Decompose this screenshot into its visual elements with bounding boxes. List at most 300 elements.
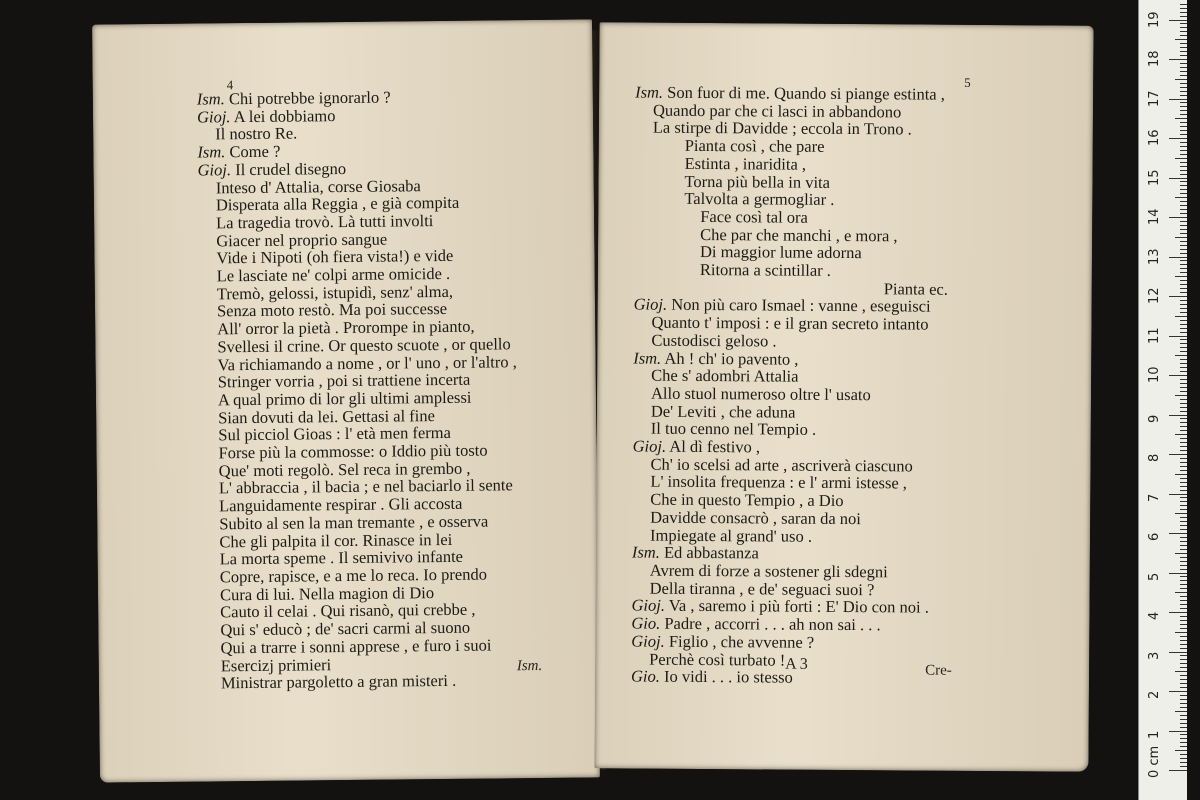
ruler-tick xyxy=(1180,687,1187,688)
ruler-tick xyxy=(1180,126,1187,127)
ruler-tick xyxy=(1180,738,1187,739)
line-text: Della tiranna , e de' seguaci suoi ? xyxy=(649,578,875,599)
ruler-tick xyxy=(1180,707,1187,708)
ruler-tick xyxy=(1175,592,1187,593)
speaker-label: Ism. xyxy=(631,542,660,562)
ruler-tick xyxy=(1180,659,1187,660)
ruler-tick xyxy=(1180,16,1187,17)
ruler-tick xyxy=(1180,663,1187,664)
page-number: 4 xyxy=(226,77,234,93)
speaker-label: Gioj. xyxy=(631,631,665,651)
ruler-tick xyxy=(1180,727,1187,728)
ruler-tick xyxy=(1180,576,1187,577)
ruler-tick xyxy=(1180,71,1187,72)
ruler-tick xyxy=(1180,67,1187,68)
line-text: L' abbraccia , il bacia ; e nel baciarlo il sente xyxy=(218,475,513,498)
ruler-tick xyxy=(1169,138,1187,139)
ruler-tick xyxy=(1180,608,1187,609)
ruler-tick xyxy=(1169,296,1187,297)
ruler-tick xyxy=(1180,122,1187,123)
ruler-tick xyxy=(1180,411,1187,412)
ruler-tick xyxy=(1175,513,1187,514)
ruler-tick xyxy=(1180,754,1187,755)
ruler-tick xyxy=(1180,438,1187,439)
ruler-tick xyxy=(1180,655,1187,656)
line-text: Vide i Nipoti (oh fiera vista!) e vide xyxy=(216,246,454,268)
ruler-tick xyxy=(1180,446,1187,447)
line-text: Il crudel disegno xyxy=(235,158,347,179)
ruler-tick xyxy=(1180,403,1187,404)
ruler-tick xyxy=(1175,553,1187,554)
line-text: Chi potrebbe ignorarlo ? xyxy=(228,87,391,109)
line-text: Cura di lui. Nella magion di Dio xyxy=(219,582,435,605)
ruler-label: 17 xyxy=(1147,89,1162,107)
catchword: Ism. xyxy=(516,657,543,675)
ruler-tick xyxy=(1180,478,1187,479)
ruler-tick xyxy=(1180,541,1187,542)
ruler-tick xyxy=(1180,418,1187,419)
ruler-tick xyxy=(1180,225,1187,226)
ruler-tick xyxy=(1180,324,1187,325)
speaker-label: Ism. xyxy=(197,142,226,162)
ruler-tick xyxy=(1180,482,1187,483)
ruler-tick xyxy=(1180,675,1187,676)
ruler-tick xyxy=(1180,640,1187,641)
ruler-tick xyxy=(1180,719,1187,720)
ruler-tick xyxy=(1180,272,1187,273)
ruler-label: 4 xyxy=(1147,611,1162,620)
ruler-tick xyxy=(1180,75,1187,76)
line-text: Ritorna a scintillar . xyxy=(699,260,832,280)
ruler-label: 11 xyxy=(1147,326,1162,344)
line-text: L' insolita frequenza : e l' armi istesse , xyxy=(650,472,908,493)
ruler-label: 8 xyxy=(1147,453,1162,462)
ruler-tick xyxy=(1180,233,1187,234)
ruler-tick xyxy=(1180,497,1187,498)
ruler-label: 12 xyxy=(1147,287,1162,304)
ruler-tick xyxy=(1180,308,1187,309)
ruler-tick xyxy=(1180,292,1187,293)
line-text: Quando par che ci lasci in abbandono xyxy=(652,100,902,122)
line-text: Ed abbastanza xyxy=(663,543,759,563)
line-text: Cauto il celai . Qui risanò, qui crebbe , xyxy=(220,600,476,622)
ruler-tick xyxy=(1180,742,1187,743)
ruler-label: 7 xyxy=(1147,493,1162,502)
ruler-tick xyxy=(1180,600,1187,601)
ruler-tick xyxy=(1180,529,1187,530)
ruler-label: 0 cm xyxy=(1147,745,1162,778)
ruler-tick xyxy=(1180,328,1187,329)
ruler-tick xyxy=(1180,241,1187,242)
ruler-tick xyxy=(1180,525,1187,526)
line-text: Le lasciate ne' colpi arme omicide . xyxy=(216,263,451,286)
ruler-label: 16 xyxy=(1147,129,1162,146)
ruler-tick xyxy=(1180,4,1187,5)
line-text: Talvolta a germogliar . xyxy=(684,189,835,210)
ruler-tick xyxy=(1180,12,1187,13)
line-text: Copre, rapisce, e a me lo reca. Io prendo xyxy=(219,564,488,587)
line-text: Va richiamando a nome , or l' uno , or l'altro , xyxy=(217,351,517,374)
ruler-tick xyxy=(1180,174,1187,175)
line-text: Che s' adombri Attalia xyxy=(651,365,799,386)
right-page-text xyxy=(631,84,949,688)
ruler-tick xyxy=(1180,762,1187,763)
ruler-tick xyxy=(1180,106,1187,107)
ruler-tick xyxy=(1180,486,1187,487)
line-text: Languidamente respirar . Gli accosta xyxy=(218,493,463,516)
ruler-tick xyxy=(1180,189,1187,190)
ruler-tick xyxy=(1180,193,1187,194)
ruler-tick xyxy=(1180,695,1187,696)
ruler-tick xyxy=(1180,734,1187,735)
ruler-tick xyxy=(1180,644,1187,645)
ruler-tick xyxy=(1175,474,1187,475)
ruler-tick xyxy=(1180,549,1187,550)
ruler-tick xyxy=(1180,8,1187,9)
ruler-tick xyxy=(1180,304,1187,305)
line-text: Esercizj primieri xyxy=(220,654,332,675)
ruler-tick xyxy=(1180,517,1187,518)
ruler-tick xyxy=(1180,359,1187,360)
ruler-label: 19 xyxy=(1147,10,1162,28)
ruler-tick xyxy=(1175,395,1187,396)
page-number: 5 xyxy=(964,74,971,90)
ruler-tick xyxy=(1180,347,1187,348)
line-text: Come ? xyxy=(229,141,281,162)
ruler-tick xyxy=(1180,624,1187,625)
line-text: Sul picciol Gioas : l' età men ferma xyxy=(218,423,451,445)
ruler-tick xyxy=(1180,620,1187,621)
ruler-tick xyxy=(1180,249,1187,250)
ruler-tick xyxy=(1180,332,1187,333)
line-text: Che gli palpita il cor. Rinasce in lei xyxy=(219,529,453,551)
ruler-tick xyxy=(1180,466,1187,467)
line-text: All' orror la pietà . Prorompe in pianto, xyxy=(217,316,475,339)
ruler-tick xyxy=(1169,99,1187,100)
speaker-label: Gio. xyxy=(630,666,660,686)
ruler-tick xyxy=(1180,462,1187,463)
ruler-tick xyxy=(1175,197,1187,198)
right-page xyxy=(594,22,1093,771)
ruler-label: 15 xyxy=(1147,168,1162,186)
ruler-tick xyxy=(1180,288,1187,289)
ruler-tick xyxy=(1180,766,1187,767)
ruler-tick xyxy=(1169,533,1187,534)
ruler-tick xyxy=(1180,185,1187,186)
line-text: Torna più bella in vita xyxy=(684,171,831,192)
line-text: Pianta così , che pare xyxy=(684,135,825,156)
speaker-label: Ism. xyxy=(196,89,225,109)
ruler-tick xyxy=(1180,367,1187,368)
ruler-tick xyxy=(1180,699,1187,700)
line-text: Ch' io scelsi ad arte , ascriverà ciascuno xyxy=(650,454,913,476)
ruler-tick xyxy=(1180,351,1187,352)
line-text: Impiegate al grand' uso . xyxy=(649,525,813,546)
ruler-tick xyxy=(1180,426,1187,427)
ruler-tick xyxy=(1169,20,1187,21)
ruler-tick xyxy=(1180,87,1187,88)
ruler-tick xyxy=(1180,142,1187,143)
ruler-tick xyxy=(1180,181,1187,182)
ruler-tick xyxy=(1180,422,1187,423)
line-text: Custodisci geloso . xyxy=(651,330,777,351)
ruler-tick xyxy=(1180,166,1187,167)
ruler-tick xyxy=(1180,27,1187,28)
line-text: Svellesi il crine. Or questo scuote , or quello xyxy=(217,334,511,357)
speaker-label: Gioj. xyxy=(631,595,666,616)
ruler-tick xyxy=(1169,375,1187,376)
ruler-tick xyxy=(1180,312,1187,313)
line-text: Io vidi . . . io stesso xyxy=(663,666,793,687)
ruler-tick xyxy=(1180,95,1187,96)
line-text: Ah ! ch' io pavento , xyxy=(664,348,799,369)
ruler-tick xyxy=(1175,158,1187,159)
line-text: Disperata alla Reggia , e già compita xyxy=(215,193,460,215)
ruler-tick xyxy=(1180,383,1187,384)
line-text: Padre , accorri . . . ah non sai . . . xyxy=(664,613,881,635)
ruler-tick xyxy=(1180,561,1187,562)
ruler-tick xyxy=(1180,162,1187,163)
line-text: Al dì festivo , xyxy=(669,436,761,457)
ruler-tick xyxy=(1180,205,1187,206)
ruler-label: 5 xyxy=(1147,572,1162,581)
ruler-tick xyxy=(1180,703,1187,704)
line-text: La tragedia trovò. Là tutti involti xyxy=(216,210,434,233)
ruler-tick xyxy=(1180,245,1187,246)
ruler-tick xyxy=(1175,711,1187,712)
ruler-tick xyxy=(1180,430,1187,431)
ruler-label: 9 xyxy=(1147,414,1162,423)
ruler-tick xyxy=(1180,146,1187,147)
line-text: La stirpe di Davidde ; eccola in Trono . xyxy=(652,118,912,139)
ruler-tick xyxy=(1180,300,1187,301)
speaker-label: Ism. xyxy=(635,82,664,102)
ruler-tick xyxy=(1180,391,1187,392)
ruler-tick xyxy=(1180,213,1187,214)
line-text: Davidde consacrò , saran da noi xyxy=(650,507,861,528)
line-text: Quanto t' imposi : e il gran secreto intanto xyxy=(651,312,929,334)
ruler-tick xyxy=(1180,580,1187,581)
ruler-tick xyxy=(1180,557,1187,558)
ruler-tick xyxy=(1180,363,1187,364)
ruler-tick xyxy=(1180,521,1187,522)
ruler-tick xyxy=(1180,63,1187,64)
ruler-tick xyxy=(1180,43,1187,44)
ruler-tick xyxy=(1180,470,1187,471)
ruler-tick xyxy=(1169,691,1187,692)
ruler-label: 2 xyxy=(1147,690,1162,699)
speaker-label: Ism. xyxy=(633,348,662,368)
ruler-tick xyxy=(1180,253,1187,254)
ruler-tick xyxy=(1180,134,1187,135)
ruler-tick xyxy=(1180,509,1187,510)
ruler-tick xyxy=(1180,221,1187,222)
ruler-tick xyxy=(1180,264,1187,265)
ruler-tick xyxy=(1180,501,1187,502)
ruler-tick xyxy=(1180,209,1187,210)
line-text: Va , saremo i più forti : E' Dio con noi . xyxy=(668,596,929,617)
ruler-tick xyxy=(1180,83,1187,84)
ruler-tick xyxy=(1180,150,1187,151)
signature-mark: A 3 xyxy=(785,655,808,673)
text-line xyxy=(202,636,519,657)
ruler-tick xyxy=(1169,573,1187,574)
ruler-tick xyxy=(1175,237,1187,238)
ruler-tick xyxy=(1180,154,1187,155)
ruler-label: 18 xyxy=(1147,50,1162,67)
line-text: Qui s' educò ; de' sacri carmi al suono xyxy=(220,617,471,640)
line-text: Subito al sen la man tremante , e osserva xyxy=(219,511,489,534)
ruler-tick xyxy=(1169,731,1187,732)
ruler-tick xyxy=(1180,31,1187,32)
line-text: Giacer nel proprio sangue xyxy=(216,229,388,250)
line-text: Non più caro Ismael : vanne , eseguisci xyxy=(671,295,931,317)
text-line xyxy=(634,261,948,281)
ruler-tick xyxy=(1180,616,1187,617)
ruler-tick xyxy=(1180,47,1187,48)
ruler-tick xyxy=(1175,316,1187,317)
ruler-tick xyxy=(1180,667,1187,668)
speaker-label: Gioj. xyxy=(197,160,232,180)
ruler-tick xyxy=(1180,545,1187,546)
speaker-label: Gioj. xyxy=(633,294,668,315)
ruler-tick xyxy=(1180,648,1187,649)
ruler-tick xyxy=(1180,604,1187,605)
line-text: A qual primo di lor gli ultimi amplessi xyxy=(217,387,472,410)
ruler-tick xyxy=(1180,23,1187,24)
line-text: Forse più la commosse: o Iddio più tosto xyxy=(218,440,488,463)
ruler-tick xyxy=(1169,415,1187,416)
ruler-tick xyxy=(1180,450,1187,451)
line-text: Tremò, gelossi, istupidì, senz' alma, xyxy=(216,281,454,304)
line-text: De' Leviti , che aduna xyxy=(650,401,796,422)
ruler-tick xyxy=(1180,280,1187,281)
left-page xyxy=(92,19,600,782)
line-text: Senza moto restò. Ma poi successe xyxy=(216,299,448,321)
ruler-tick xyxy=(1175,79,1187,80)
ruler-tick xyxy=(1180,55,1187,56)
line-text: Stringer vorria , poi si trattiene incerta xyxy=(217,369,471,392)
line-text: Estinta , inaridita , xyxy=(684,153,807,174)
speaker-label: Gioj. xyxy=(632,436,667,456)
ruler-tick xyxy=(1180,758,1187,759)
ruler-tick xyxy=(1180,114,1187,115)
line-text: Allo stuol numeroso oltre l' usato xyxy=(650,383,871,405)
line-text: Son fuor di me. Quando si piange estinta , xyxy=(667,82,945,104)
ruler-tick xyxy=(1180,683,1187,684)
line-text: Il tuo cenno nel Tempio . xyxy=(650,419,817,440)
ruler-tick xyxy=(1180,537,1187,538)
ruler-tick xyxy=(1180,102,1187,103)
ruler-tick xyxy=(1175,276,1187,277)
ruler-tick xyxy=(1180,565,1187,566)
line-text: Figlio , che avvenne ? xyxy=(668,631,815,652)
line-text: Perchè così turbato ! xyxy=(649,649,786,670)
line-text: Face così tal ora xyxy=(700,206,808,227)
ruler-tick xyxy=(1180,130,1187,131)
ruler-tick xyxy=(1180,284,1187,285)
ruler-tick xyxy=(1180,170,1187,171)
ruler-tick xyxy=(1180,458,1187,459)
ruler-tick xyxy=(1180,588,1187,589)
catchword: Cre- xyxy=(925,662,952,679)
line-text: Pianta ec. xyxy=(883,279,948,299)
ruler-tick xyxy=(1180,51,1187,52)
ruler-tick xyxy=(1180,746,1187,747)
line-text: Il nostro Re. xyxy=(215,123,298,144)
ruler-tick xyxy=(1180,110,1187,111)
ruler-tick xyxy=(1180,339,1187,340)
ruler-label: 3 xyxy=(1147,651,1162,660)
ruler-tick xyxy=(1175,355,1187,356)
ruler-tick xyxy=(1169,612,1187,613)
ruler-tick xyxy=(1180,679,1187,680)
ruler-tick xyxy=(1180,35,1187,36)
line-text: Avrem di forze a sostener gli sdegni xyxy=(649,560,888,582)
ruler-label: 10 xyxy=(1147,366,1162,383)
ruler-tick xyxy=(1169,257,1187,258)
ruler-tick xyxy=(1175,118,1187,119)
ruler-tick xyxy=(1169,336,1187,337)
ruler-tick xyxy=(1169,217,1187,218)
ruler-tick xyxy=(1180,442,1187,443)
ruler-tick xyxy=(1180,260,1187,261)
line-text: Ministrar pargoletto a gran misteri . xyxy=(220,671,457,693)
ruler-tick xyxy=(1175,750,1187,751)
ruler-tick xyxy=(1169,770,1187,771)
ruler-tick xyxy=(1180,596,1187,597)
ruler-label: 14 xyxy=(1147,208,1162,225)
ruler-tick xyxy=(1169,59,1187,60)
line-text: Che par che manchi , e mora , xyxy=(700,224,898,245)
left-page-text xyxy=(197,87,520,692)
line-text: Di maggior lume adorna xyxy=(699,242,862,263)
ruler-tick xyxy=(1175,39,1187,40)
ruler-tick xyxy=(1180,505,1187,506)
ruler-label: 1 xyxy=(1147,730,1162,739)
line-text: Qui a trarre i sonni apprese , e furo i suoi xyxy=(220,635,492,658)
speaker-label: Gioj. xyxy=(196,106,231,127)
ruler-tick xyxy=(1175,434,1187,435)
line-text: A lei dobbiamo xyxy=(233,105,336,126)
ruler-tick xyxy=(1180,387,1187,388)
ruler-tick xyxy=(1180,715,1187,716)
ruler-tick xyxy=(1169,454,1187,455)
ruler-tick xyxy=(1180,490,1187,491)
ruler-tick xyxy=(1180,201,1187,202)
ruler-tick xyxy=(1180,628,1187,629)
ruler-tick xyxy=(1180,636,1187,637)
line-text: Che in questo Tempio , a Dio xyxy=(650,489,844,511)
ruler-tick xyxy=(1175,671,1187,672)
text-line xyxy=(203,671,520,692)
ruler-label: 13 xyxy=(1147,247,1162,265)
line-text: Inteso d' Attalia, corse Giosaba xyxy=(215,175,421,197)
ruler-tick xyxy=(1180,229,1187,230)
ruler-tick xyxy=(1180,407,1187,408)
ruler-tick xyxy=(1180,343,1187,344)
ruler-tick xyxy=(1180,399,1187,400)
ruler-tick xyxy=(1180,569,1187,570)
ruler-tick xyxy=(1180,268,1187,269)
ruler-tick xyxy=(1180,379,1187,380)
ruler-tick xyxy=(1169,494,1187,495)
line-text: La morta speme . Il semivivo infante xyxy=(219,547,464,569)
ruler-tick xyxy=(1180,320,1187,321)
ruler-tick xyxy=(1180,91,1187,92)
ruler-tick xyxy=(1180,723,1187,724)
ruler-tick xyxy=(1180,371,1187,372)
